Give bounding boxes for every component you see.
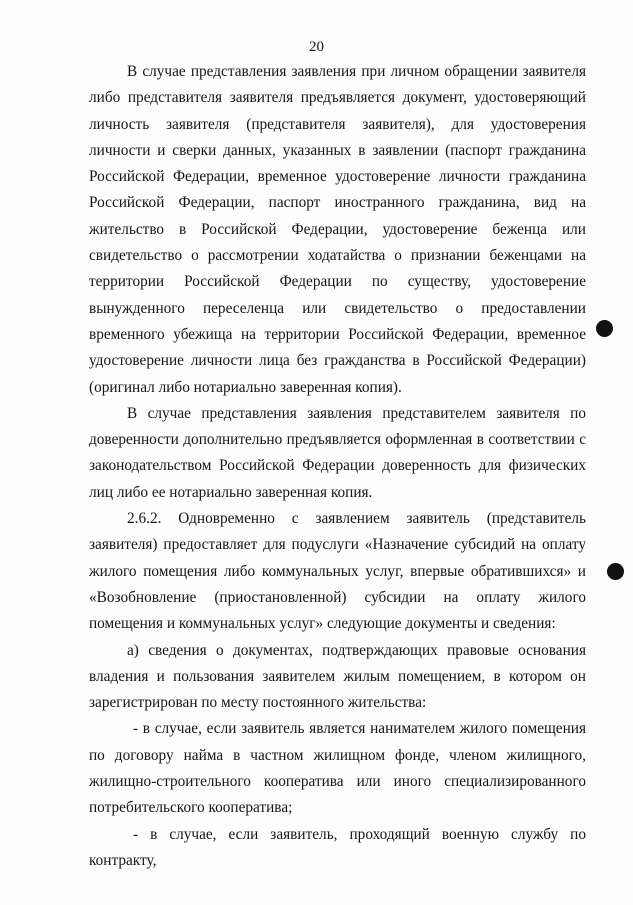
paragraph-item-a: а) сведения о документах, подтверждающих правовые основания владения и пользования заявителем жилым помещением, в котором он зарегистрирован по месту постоянного жительства: <box>89 641 586 712</box>
paragraph-dash-military: - в случае, если заявитель, проходящий военную службу по контракту, <box>89 825 586 869</box>
punch-hole-mark <box>596 320 613 337</box>
punch-hole-mark <box>607 563 624 580</box>
document-body <box>89 59 586 874</box>
paragraph-power-of-attorney: В случае представления заявления представителем заявителя по доверенности дополнительно предъявляется оформленная в соответствии с законодательством Российской Федерации доверенность для физических лиц либо ее нотариально заверенная копия. <box>89 404 586 501</box>
paragraph-section-2-6-2: 2.6.2. Одновременно с заявлением заявитель (представитель заявителя) предоставляет для подуслуги «Назначение субсидий на оплату жилого помещения либо коммунальных услуг, впервые обратившихся» и «Возобновление (приостановленной) субсидии на оплату жилого помещения и коммунальных услуг» следующие документы и сведения: <box>89 510 586 633</box>
paragraph-identity-document: В случае представления заявления при личном обращении заявителя либо представителя заявителя предъявляется документ, удостоверяющий личность заявителя (представителя заявителя), для удостоверения личности и сверки данных, указанных в заявлении (паспорт гражданина Российской Федерации, временное удостоверение личности гражданина Российской Федерации, паспорт иностранного гражданина, вид на жительство в Российской Федерации, удостоверение беженца или свидетельство о рассмотрении ходатайства о признании беженцами на территории Российской Федерации по существу, удостоверение вынужденного переселенца или свидетельство о предоставлении временного убежища на территории Российской Федерации, временное удостоверение личности лица без гражданства в Российской Федерации) (оригинал либо нотариально заверенная копия). <box>89 63 586 396</box>
paragraph-dash-tenant: - в случае, если заявитель является нанимателем жилого помещения по договору найма в частном жилищном фонде, членом жилищного, жилищно-строительного кооператива или иного специализированного потребительского кооператива; <box>89 720 586 817</box>
page-number: 20 <box>309 39 324 55</box>
